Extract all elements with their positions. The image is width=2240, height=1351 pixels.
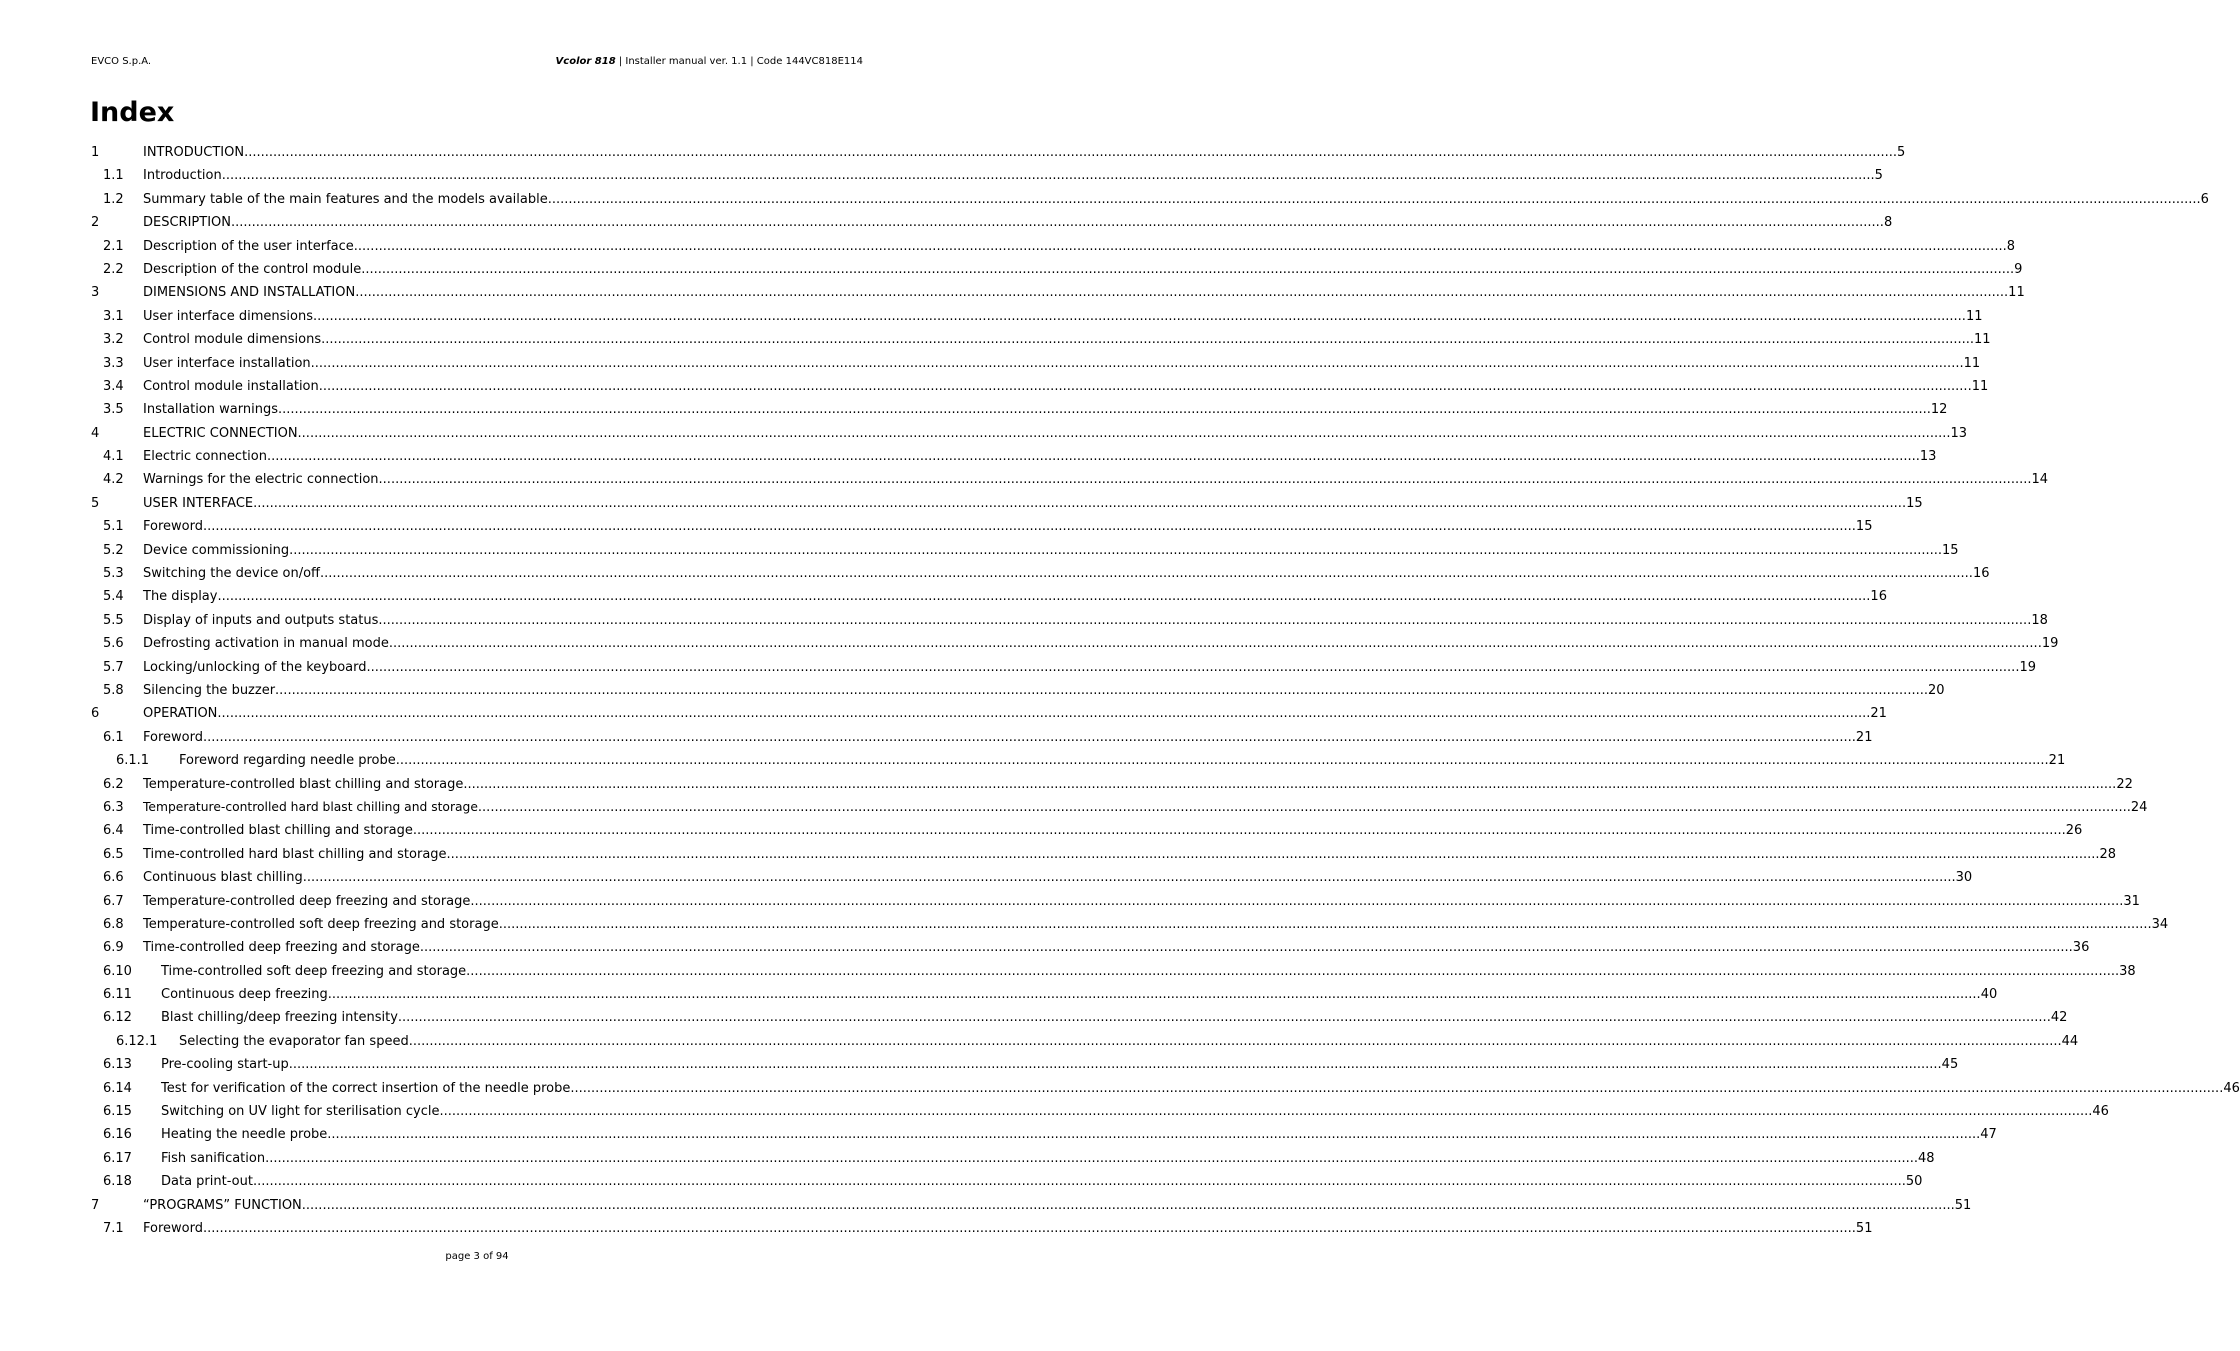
toc-entry-title: Switching the device on/off [143,566,320,582]
toc-entry-page-number: 47 [1980,1127,1997,1143]
toc-entry-number: 5.4 [103,589,124,605]
toc-entry-page-number: 46 [2223,1080,2240,1096]
toc-entry-page-number: 34 [2151,916,2169,932]
toc-entry-body [143,352,1981,375]
toc-entry-body [161,1147,1935,1170]
toc-entry-title: Description of the control module [143,261,362,277]
toc-entry[interactable] [91,1123,1997,1146]
toc-entry-page-number: 19 [2041,636,2059,652]
toc-entry[interactable] [91,235,2015,258]
toc-entry-leader-dots: ................................................................................................................................................................................................................................................................................................................................................................................................................ [366,659,2020,675]
toc-entry[interactable] [91,1030,2079,1053]
toc-entry-page-number: 46 [2092,1104,2109,1120]
toc-entry-title: Time-controlled hard blast chilling and storage [143,846,447,862]
toc-entry-body [143,656,2036,679]
toc-entry-body [143,398,1948,421]
toc-entry-title: Time-controlled soft deep freezing and storage [161,963,467,979]
toc-entry-page-number: 16 [1972,566,1990,582]
toc-entry-leader-dots: ................................................................................................................................................................................................................................................................................................................................................................................................................ [302,870,1956,886]
toc-entry-body [161,1077,2240,1100]
toc-entry[interactable] [91,749,2066,772]
toc-entry-body [161,983,1998,1006]
toc-entry-number: 6.7 [103,893,124,909]
toc-entry-leader-dots: ................................................................................................................................................................................................................................................................................................................................................................................................................ [446,846,2100,862]
toc-entry-number: 7.1 [103,1220,124,1236]
toc-entry-leader-dots: ................................................................................................................................................................................................................................................................................................................................................................................................................ [297,425,1951,441]
toc-entry-title: Display of inputs and outputs status [143,612,379,628]
toc-entry-page-number: 38 [2119,963,2136,979]
toc-entry-title: Blast chilling/deep freezing intensity [161,1010,398,1026]
toc-entry-number: 6.12.1 [116,1033,158,1049]
toc-entry-page-number: 15 [1942,542,1959,558]
toc-entry-title: Heating the needle probe [161,1127,328,1143]
toc-entry-page-number: 44 [2061,1033,2079,1049]
toc-entry[interactable] [91,936,2090,959]
toc-entry-body [143,936,2090,959]
toc-entry-number: 3.2 [103,332,124,348]
toc-entry-number: 4.2 [103,472,124,488]
toc-entry-leader-dots: ................................................................................................................................................................................................................................................................................................................................................................................................................ [289,542,1943,558]
toc-entry[interactable] [91,1147,1935,1170]
toc-entry-title: Time-controlled deep freezing and storage [143,940,420,956]
toc-entry-page-number: 42 [2050,1010,2068,1026]
toc-entry[interactable] [91,773,2133,796]
toc-entry-page-number: 16 [1870,589,1887,605]
toc-entry-body [161,960,2136,983]
toc-entry-title: USER INTERFACE [143,495,254,511]
header-company: EVCO S.p.A. [91,56,152,67]
toc-entry-title: Time-controlled blast chilling and storage [143,823,413,839]
toc-entry-title: Test for verification of the correct insertion of the needle probe [161,1080,571,1096]
toc-entry-body [179,749,2066,772]
toc-entry-number: 1 [91,145,100,160]
toc-entry-body [143,773,2133,796]
toc-entry[interactable] [91,1006,2068,1029]
toc-entry-body [143,1217,1873,1240]
toc-entry-leader-dots: ................................................................................................................................................................................................................................................................................................................................................................................................................ [419,940,2073,956]
table-of-contents [91,141,2240,1240]
toc-entry-page-number: 20 [1927,682,1945,698]
toc-entry-number: 6.11 [103,987,132,1003]
toc-entry-number: 5.2 [103,542,124,558]
toc-entry[interactable] [91,398,1948,421]
toc-entry-body [143,702,1887,725]
toc-entry-body [143,258,2023,281]
toc-entry-page-number: 50 [1905,1174,1923,1190]
toc-entry-leader-dots: ................................................................................................................................................................................................................................................................................................................................................................................................................ [498,916,2152,932]
toc-entry-number: 5.8 [103,682,124,698]
toc-entry[interactable] [91,1100,2109,1123]
toc-entry-page-number: 18 [2031,612,2048,628]
toc-entry-number: 6.13 [103,1057,132,1073]
toc-entry-title: ELECTRIC CONNECTION [143,425,298,441]
toc-entry-number: 5.1 [103,519,124,535]
toc-entry-leader-dots: ................................................................................................................................................................................................................................................................................................................................................................................................................ [439,1104,2093,1120]
toc-entry-page-number: 30 [1955,870,1973,886]
toc-entry-title: User interface dimensions [143,308,313,324]
toc-entry-leader-dots: ................................................................................................................................................................................................................................................................................................................................................................................................................ [355,285,2009,301]
toc-entry-page-number: 40 [1980,987,1998,1003]
toc-entry-body [143,515,1873,538]
toc-entry-title: Foreword regarding needle probe [179,753,396,769]
toc-entry-title: User interface installation [143,355,311,371]
toc-entry[interactable] [91,141,1906,164]
toc-entry-page-number: 14 [2031,472,2049,488]
toc-entry[interactable] [91,445,1937,468]
toc-entry-number: 3.1 [103,308,124,324]
toc-entry-leader-dots: ................................................................................................................................................................................................................................................................................................................................................................................................................ [310,355,1964,371]
toc-entry-title: Defrosting activation in manual mode [143,636,389,652]
toc-entry-title: Data print-out [161,1174,253,1190]
toc-entry-title: Silencing the buzzer [143,682,276,698]
toc-entry-body [143,235,2015,258]
toc-entry-title: “PROGRAMS” FUNCTION [143,1197,302,1213]
toc-entry-page-number: 11 [2008,285,2025,301]
toc-entry-title: Temperature-controlled blast chilling and storage [143,776,464,792]
toc-entry-leader-dots: ................................................................................................................................................................................................................................................................................................................................................................................................................ [231,215,1884,231]
toc-entry-body [143,679,1945,702]
toc-entry-leader-dots: ................................................................................................................................................................................................................................................................................................................................................................................................................ [547,191,2201,207]
toc-entry-number: 6.1.1 [116,753,150,769]
toc-entry-page-number: 5 [1897,145,1906,160]
toc-entry[interactable] [91,702,1887,725]
toc-entry[interactable] [91,960,2136,983]
toc-entry-body [143,188,2209,211]
toc-entry-number: 7 [91,1197,100,1213]
toc-entry-title: Summary table of the main features and the models available [143,191,548,207]
toc-entry[interactable] [91,539,1959,562]
toc-entry[interactable] [91,281,2025,304]
toc-entry[interactable] [91,328,1991,351]
toc-entry-body [143,866,1973,889]
toc-entry-page-number: 21 [2048,753,2066,769]
toc-entry[interactable] [91,1053,1959,1076]
toc-entry-leader-dots: ................................................................................................................................................................................................................................................................................................................................................................................................................ [395,753,2049,769]
toc-entry-number: 4.1 [103,449,124,465]
toc-entry-leader-dots: ................................................................................................................................................................................................................................................................................................................................................................................................................ [202,519,1856,535]
toc-entry[interactable] [91,679,1945,702]
toc-entry-leader-dots: ................................................................................................................................................................................................................................................................................................................................................................................................................ [412,823,2066,839]
toc-entry-leader-dots: ................................................................................................................................................................................................................................................................................................................................................................................................................ [202,729,1856,745]
toc-entry[interactable] [91,866,1973,889]
toc-entry-body [143,562,1990,585]
toc-entry-body [143,609,2048,632]
toc-entry-page-number: 36 [2072,940,2090,956]
toc-entry[interactable] [91,1194,1972,1217]
toc-entry-body [161,1100,2109,1123]
toc-entry-body [143,843,2117,866]
toc-entry-page-number: 11 [1965,308,1983,324]
toc-entry-leader-dots: ................................................................................................................................................................................................................................................................................................................................................................................................................ [320,566,1973,582]
toc-entry-number: 3.3 [103,355,124,371]
toc-entry-title: Selecting the evaporator fan speed [179,1033,409,1049]
toc-entry[interactable] [91,305,1983,328]
toc-entry-number: 6.14 [103,1080,132,1096]
toc-entry-body [143,468,2049,491]
toc-entry-page-number: 12 [1930,402,1948,418]
toc-entry-leader-dots: ................................................................................................................................................................................................................................................................................................................................................................................................................ [217,589,1871,605]
toc-entry-number: 6.4 [103,823,124,839]
toc-entry-number: 6.8 [103,916,124,932]
toc-entry-title: Temperature-controlled hard blast chilling and storage [143,799,478,814]
toc-entry-number: 5.5 [103,612,124,628]
toc-entry-page-number: 13 [1950,425,1968,441]
toc-entry-page-number: 19 [2019,659,2036,675]
toc-entry-title: OPERATION [143,706,218,722]
toc-entry[interactable] [91,913,2169,936]
toc-entry-title: Description of the user interface [143,238,354,254]
toc-entry-body [143,539,1959,562]
toc-entry-title: Continuous blast chilling [143,870,303,886]
toc-entry[interactable] [91,375,1989,398]
toc-entry-leader-dots: ................................................................................................................................................................................................................................................................................................................................................................................................................ [378,612,2032,628]
toc-entry-leader-dots: ................................................................................................................................................................................................................................................................................................................................................................................................................ [301,1197,1955,1213]
toc-entry-title: Temperature-controlled deep freezing and storage [143,893,471,909]
toc-entry-page-number: 8 [1883,215,1893,231]
toc-entry-number: 5.7 [103,659,124,675]
toc-entry-number: 6.2 [103,776,124,792]
toc-entry-body [143,726,1873,749]
toc-entry[interactable] [91,492,1923,515]
toc-entry-page-number: 11 [1974,332,1991,348]
header-manual-code: | Installer manual ver. 1.1 | Code 144VC818E114 [615,56,863,67]
toc-entry[interactable] [91,422,1968,445]
toc-entry[interactable] [91,796,2148,819]
toc-entry-body [143,328,1991,351]
toc-entry[interactable] [91,1170,1923,1193]
toc-entry-page-number: 15 [1906,495,1923,511]
toc-entry-number: 6.5 [103,846,124,862]
toc-entry-leader-dots: ................................................................................................................................................................................................................................................................................................................................................................................................................ [313,308,1966,324]
toc-entry-number: 6.10 [103,963,132,979]
toc-entry-number: 3.4 [103,378,124,394]
toc-entry-title: Locking/unlocking of the keyboard [143,659,367,675]
toc-entry-leader-dots: ................................................................................................................................................................................................................................................................................................................................................................................................................ [217,706,1871,722]
toc-entry-number: 1.1 [103,168,124,184]
toc-entry-page-number: 24 [2130,799,2148,815]
toc-entry-leader-dots: ................................................................................................................................................................................................................................................................................................................................................................................................................ [463,776,2117,792]
toc-entry-body [143,796,2148,819]
toc-entry-body [143,211,1893,234]
toc-entry-title: Foreword [143,1220,203,1236]
toc-entry-number: 6.18 [103,1174,132,1190]
toc-entry-page-number: 48 [1918,1150,1935,1166]
toc-entry-number: 4 [91,425,100,441]
toc-entry-number: 6.9 [103,940,124,956]
toc-entry[interactable] [91,890,2140,913]
toc-entry-page-number: 11 [1963,355,1981,371]
toc-entry-body [143,1194,1972,1217]
toc-entry-page-number: 5 [1874,168,1883,184]
toc-entry-leader-dots: ................................................................................................................................................................................................................................................................................................................................................................................................................ [470,893,2124,909]
toc-entry-body [143,422,1968,445]
header-product-name: Vcolor 818 [555,56,616,67]
toc-entry-leader-dots: ................................................................................................................................................................................................................................................................................................................................................................................................................ [570,1080,2224,1096]
toc-entry-leader-dots: ................................................................................................................................................................................................................................................................................................................................................................................................................ [477,799,2131,815]
toc-entry-leader-dots: ................................................................................................................................................................................................................................................................................................................................................................................................................ [275,682,1928,698]
toc-entry-leader-dots: ................................................................................................................................................................................................................................................................................................................................................................................................................ [321,332,1975,348]
toc-entry-body [143,585,1887,608]
toc-entry-number: 2.1 [103,238,124,254]
toc-entry-title: DIMENSIONS AND INSTALLATION [143,285,356,301]
toc-entry-number: 3 [91,285,100,301]
toc-entry[interactable] [91,164,1883,187]
toc-entry-title: Installation warnings [143,402,278,418]
toc-entry-number: 6.6 [103,870,124,886]
toc-entry-body [143,281,2025,304]
toc-entry[interactable] [91,352,1981,375]
toc-entry[interactable] [91,1217,1873,1240]
toc-entry-page-number: 21 [1855,729,1873,745]
toc-entry-page-number: 28 [2099,846,2117,862]
toc-entry-leader-dots: ................................................................................................................................................................................................................................................................................................................................................................................................................ [288,1057,1942,1073]
toc-entry-number: 5 [91,495,100,511]
toc-entry-number: 6.3 [103,799,124,815]
toc-entry-leader-dots: ................................................................................................................................................................................................................................................................................................................................................................................................................ [361,261,2015,277]
toc-entry-leader-dots: ................................................................................................................................................................................................................................................................................................................................................................................................................ [353,238,2007,254]
header-doc-info [556,56,863,68]
toc-entry-number: 6.12 [103,1010,132,1026]
toc-entry-page-number: 8 [2006,238,2015,254]
toc-entry-page-number: 45 [1941,1057,1959,1073]
toc-entry-leader-dots: ................................................................................................................................................................................................................................................................................................................................................................................................................ [327,1127,1981,1143]
toc-entry-number: 5.6 [103,636,124,652]
toc-entry-number: 6 [91,706,100,722]
toc-entry-number: 6.16 [103,1127,132,1143]
toc-entry-body [161,1053,1959,1076]
toc-entry-body [143,375,1989,398]
toc-entry-title: The display [143,589,218,605]
toc-entry-number: 1.2 [103,191,124,207]
toc-entry-body [143,890,2140,913]
toc-entry-page-number: 15 [1855,519,1873,535]
toc-entry-body [143,492,1923,515]
toc-entry-title: Introduction [143,168,222,184]
toc-entry[interactable] [91,585,1887,608]
toc-entry[interactable] [91,258,2023,281]
toc-entry-page-number: 11 [1971,378,1989,394]
toc-entry-title: Continuous deep freezing [161,987,328,1003]
toc-entry-title: Pre-cooling start-up [161,1057,289,1073]
toc-entry-number: 2.2 [103,261,124,277]
toc-entry-leader-dots: ................................................................................................................................................................................................................................................................................................................................................................................................................ [266,449,1920,465]
toc-entry-number: 6.15 [103,1104,132,1120]
toc-entry-leader-dots: ................................................................................................................................................................................................................................................................................................................................................................................................................ [244,145,1898,160]
toc-entry-page-number: 51 [1954,1197,1972,1213]
toc-entry-page-number: 13 [1919,449,1937,465]
page-footer: page 3 of 94 [445,1251,509,1262]
toc-entry[interactable] [91,983,1998,1006]
toc-entry-title: Device commissioning [143,542,290,558]
toc-entry-leader-dots: ................................................................................................................................................................................................................................................................................................................................................................................................................ [265,1150,1919,1166]
toc-entry-leader-dots: ................................................................................................................................................................................................................................................................................................................................................................................................................ [252,1174,1906,1190]
toc-entry-title: Control module dimensions [143,332,322,348]
toc-entry-title: Foreword [143,519,203,535]
toc-entry-leader-dots: ................................................................................................................................................................................................................................................................................................................................................................................................................ [466,963,2120,979]
toc-entry-body [143,632,2059,655]
toc-entry[interactable] [91,562,1990,585]
toc-entry-number: 5.3 [103,566,124,582]
toc-entry-body [143,164,1883,187]
toc-entry[interactable] [91,609,2048,632]
toc-entry[interactable] [91,188,2209,211]
page-title: Index [90,97,175,128]
toc-entry-body [179,1030,2079,1053]
toc-entry-title: Fish sanification [161,1150,266,1166]
toc-entry-title: Temperature-controlled soft deep freezing and storage [143,916,499,932]
toc-entry-leader-dots: ................................................................................................................................................................................................................................................................................................................................................................................................................ [408,1033,2062,1049]
toc-entry-body [161,1006,2068,1029]
toc-entry-body [143,305,1983,328]
toc-entry-page-number: 26 [2065,823,2083,839]
toc-entry-body [143,445,1937,468]
toc-entry[interactable] [91,843,2117,866]
toc-entry-title: Switching on UV light for sterilisation cycle [161,1104,440,1120]
toc-entry-number: 2 [91,215,100,231]
toc-entry-page-number: 21 [1870,706,1887,722]
toc-entry-body [161,1170,1923,1193]
toc-entry-leader-dots: ................................................................................................................................................................................................................................................................................................................................................................................................................ [388,636,2042,652]
toc-entry[interactable] [91,656,2036,679]
toc-entry[interactable] [91,468,2049,491]
toc-entry-number: 6.17 [103,1150,132,1166]
toc-entry-leader-dots: ................................................................................................................................................................................................................................................................................................................................................................................................................ [221,168,1875,184]
toc-entry[interactable] [91,819,2083,842]
toc-entry-title: Control module installation [143,378,319,394]
toc-entry-page-number: 9 [2014,261,2023,277]
toc-entry-leader-dots: ................................................................................................................................................................................................................................................................................................................................................................................................................ [202,1220,1856,1236]
toc-entry-leader-dots: ................................................................................................................................................................................................................................................................................................................................................................................................................ [253,495,1907,511]
toc-entry[interactable] [91,1077,2240,1100]
toc-entry[interactable] [91,726,1873,749]
toc-entry-title: Warnings for the electric connection [143,472,379,488]
toc-entry-title: INTRODUCTION [143,145,245,160]
toc-entry-body [143,141,1906,164]
toc-entry-page-number: 31 [2123,893,2140,909]
toc-entry-number: 6.1 [103,729,124,745]
toc-entry-title: Foreword [143,729,203,745]
toc-entry-page-number: 51 [1855,1220,1873,1236]
toc-entry[interactable] [91,632,2059,655]
toc-entry-body [161,1123,1997,1146]
toc-entry-number: 3.5 [103,402,124,418]
toc-entry-leader-dots: ................................................................................................................................................................................................................................................................................................................................................................................................................ [397,1010,2051,1026]
toc-entry[interactable] [91,515,1873,538]
toc-entry-leader-dots: ................................................................................................................................................................................................................................................................................................................................................................................................................ [277,402,1931,418]
toc-entry-body [143,819,2083,842]
toc-entry-leader-dots: ................................................................................................................................................................................................................................................................................................................................................................................................................ [318,378,1972,394]
toc-entry-leader-dots: ................................................................................................................................................................................................................................................................................................................................................................................................................ [327,987,1981,1003]
toc-entry-page-number: 6 [2200,191,2209,207]
toc-entry[interactable] [91,211,1893,234]
toc-entry-leader-dots: ................................................................................................................................................................................................................................................................................................................................................................................................................ [378,472,2032,488]
toc-entry-title: DESCRIPTION [143,215,231,231]
toc-entry-body [143,913,2169,936]
toc-entry-title: Electric connection [143,449,267,465]
toc-entry-page-number: 22 [2116,776,2133,792]
